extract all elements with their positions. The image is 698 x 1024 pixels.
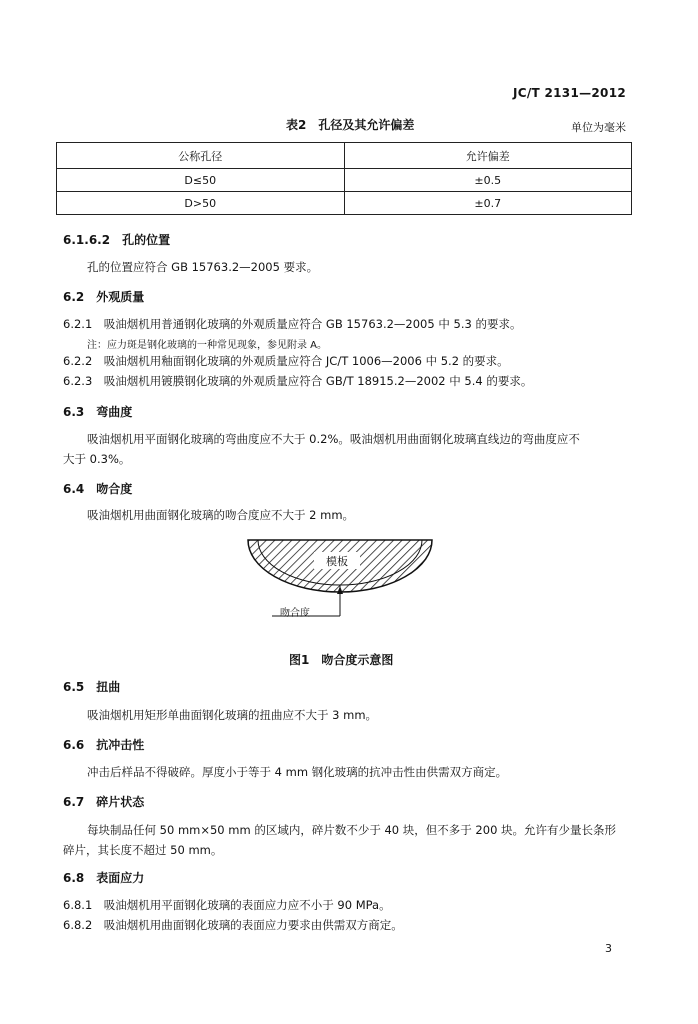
column-header: 允许偏差: [344, 143, 632, 169]
document-code: JC/T 2131—2012: [512, 86, 626, 100]
table-row: [57, 169, 632, 192]
section-heading: 6.5 扭曲: [63, 680, 121, 694]
section-heading: 6.1.6.2 孔的位置: [63, 233, 171, 247]
paragraph: 大于 0.3%。: [63, 452, 131, 466]
section-heading: 6.4 吻合度: [63, 482, 133, 496]
section-heading: 6.3 弯曲度: [63, 405, 133, 419]
table-cell: ±0.5: [344, 169, 632, 192]
paragraph: 吸油烟机用曲面钢化玻璃的吻合度应不大于 2 mm。: [87, 508, 355, 522]
section-heading: 6.8 表面应力: [63, 871, 145, 885]
fit-diagram: [240, 532, 440, 627]
section-heading: 6.2 外观质量: [63, 290, 145, 304]
paragraph: 孔的位置应符合 GB 15763.2—2005 要求。: [87, 260, 319, 274]
table-unit: 单位为毫米: [571, 121, 626, 134]
tolerance-table: [56, 142, 632, 215]
clause-item: 6.8.2 吸油烟机用曲面钢化玻璃的表面应力要求由供需双方商定。: [63, 918, 403, 932]
table-cell: D≤50: [57, 169, 345, 192]
table-title: 表2 孔径及其允许偏差: [286, 118, 415, 132]
paragraph: 冲击后样品不得破碎。厚度小于等于 4 mm 钢化玻璃的抗冲击性由供需双方商定。: [87, 765, 508, 779]
table-header-row: [57, 143, 632, 169]
clause-item: 6.2.1 吸油烟机用普通钢化玻璃的外观质量应符合 GB 15763.2—2005 中 5.3 的要求。: [63, 317, 522, 331]
table-row: [57, 192, 632, 215]
clause-item: 6.2.2 吸油烟机用釉面钢化玻璃的外观质量应符合 JC/T 1006—2006 中 5.2 的要求。: [63, 354, 509, 368]
figure-caption: 图1 吻合度示意图: [289, 653, 394, 667]
paragraph: 吸油烟机用矩形单曲面钢化玻璃的扭曲应不大于 3 mm。: [87, 708, 378, 722]
paragraph: 吸油烟机用平面钢化玻璃的弯曲度应不大于 0.2%。吸油烟机用曲面钢化玻璃直线边的弯曲度应不: [87, 432, 580, 446]
section-heading: 6.7 碎片状态: [63, 795, 145, 809]
clause-item: 6.2.3 吸油烟机用镀膜钢化玻璃的外观质量应符合 GB/T 18915.2—2002 中 5.4 的要求。: [63, 374, 533, 388]
clause-item: 6.8.1 吸油烟机用平面钢化玻璃的表面应力应不小于 90 MPa。: [63, 898, 391, 912]
section-heading: 6.6 抗冲击性: [63, 738, 145, 752]
paragraph: 每块制品任何 50 mm×50 mm 的区域内，碎片数不少于 40 块，但不多于 200 块。允许有少量长条形: [87, 823, 617, 837]
page-number: 3: [605, 942, 612, 955]
table-cell: D>50: [57, 192, 345, 215]
table-cell: ±0.7: [344, 192, 632, 215]
template-label: 模板: [326, 555, 348, 568]
fit-label: 吻合度: [280, 608, 310, 619]
note: 注：应力斑是钢化玻璃的一种常见现象，参见附录 A。: [87, 340, 328, 351]
paragraph: 碎片，其长度不超过 50 mm。: [63, 843, 223, 857]
column-header: 公称孔径: [57, 143, 345, 169]
